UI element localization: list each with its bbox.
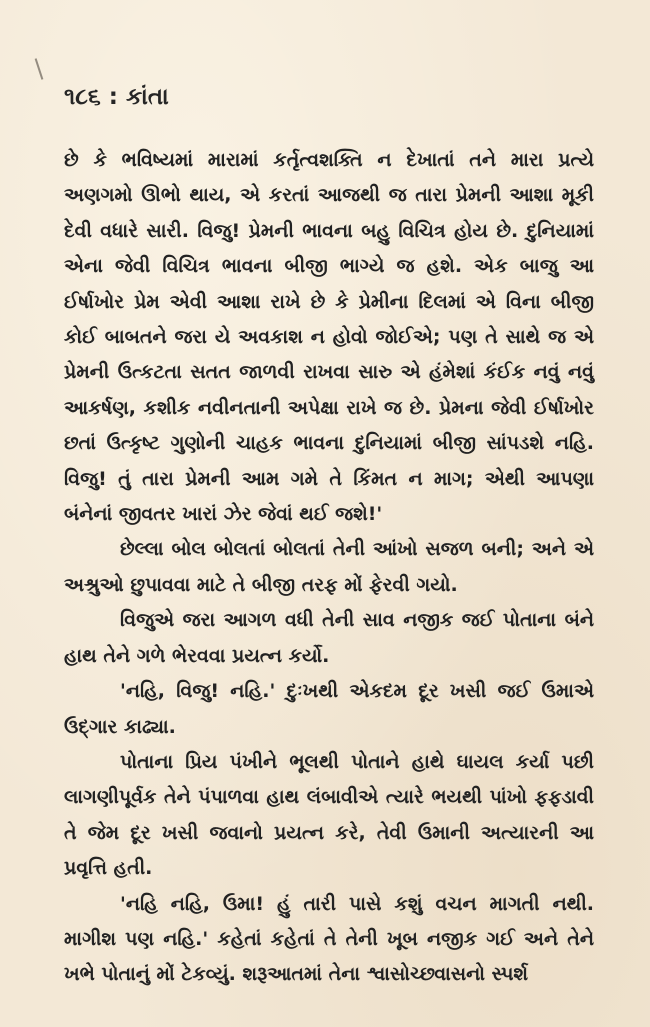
paragraph-1: છે કે ભવિષ્યમાં મારામાં કર્તૃત્વશક્તિ ન દેખાતાં તને મારા પ્રત્યે અણગમો ઊભો થાય, એ કરતાં આજથી જ તારા પ્રેમની આશા મૂકી દેવી વધારે સારી. વિજુ! પ્રેમની ભાવના બહુ વિચિત્ર હોય છે. દુનિયામાં એના જેવી વિચિત્ર ભાવના બીજી ભાગ્યે જ હશે. એક બાજુ આ ઈર્ષાખોર પ્રેમ એવી આશા રાખે છે કે પ્રેમીના દિલમાં એ વિના બીજી કોઈ બાબતને જરા યે અવકાશ ન હોવો જોઈએ; પણ તે સાથે જ એ પ્રેમની ઉત્કટતા સતત જાળવી રાખવા સારુ એ હંમેશાં કંઈક નવું નવું આકર્ષણ, કશીક નવીનતાની અપેક્ષા રાખે જ છે. પ્રેમના જેવી ઈર્ષાખોર છતાં ઉત્કૃષ્ટ ગુણોની ચાહક ભાવના દુનિયામાં બીજી સાંપડશે નહિ. વિજુ! તું તારા પ્રેમની આમ ગમે તે કિંમત ન માગ; એથી આપણા બંનેનાં જીવતર ખારાં ઝેર જેવાં થઈ જશે!': [64, 149, 594, 526]
running-head: ૧૮૬ : કાંતા: [64, 84, 169, 110]
paragraph-2: છેલ્લા બોલ બોલતાં બોલતાં તેની આંખો સજળ બની; અને એ અશ્રુઓ છુપાવવા માટે તે બીજી તરફ મોં ફેરવી ગયો.: [64, 538, 594, 596]
paragraph-4: 'નહિ, વિજુ! નહિ.' દુઃખથી એકદમ દૂર ખસી જઈ ઉમાએ ઉદ્ગાર કાઢ્યા.: [64, 680, 594, 738]
paragraph-6: 'નહિ નહિ, ઉમા! હું તારી પાસે કશું વચન માગતી નથી. માગીશ પણ નહિ.' કહેતાં કહેતાં તે તેની ખૂબ નજીક ગઈ અને તેને ખભે પોતાનું મોં ટેકવ્યું. શરૂઆતમાં તેના શ્વાસોચ્છ્વાસનો સ્પર્શ: [64, 892, 594, 986]
paragraph-3: વિજુએ જરા આગળ વધી તેની સાવ નજીક જઈ પોતાના બંને હાથ તેને ગળે ભેરવવા પ્રયત્ન કર્યો.: [64, 609, 594, 667]
margin-pen-mark: [35, 58, 44, 80]
body-text: [64, 143, 594, 993]
paragraph-5: પોતાના પ્રિય પંખીને ભૂલથી પોતાને હાથે ઘાયલ કર્યા પછી લાગણીપૂર્વક તેને પંપાળવા હાથ લંબાવીએ ત્યારે ભયથી પાંખો ફફડાવી તે જેમ દૂર ખસી જવાનો પ્રયત્ન કરે, તેવી ઉમાની અત્યારની આ પ્રવૃત્તિ હતી.: [64, 750, 594, 880]
